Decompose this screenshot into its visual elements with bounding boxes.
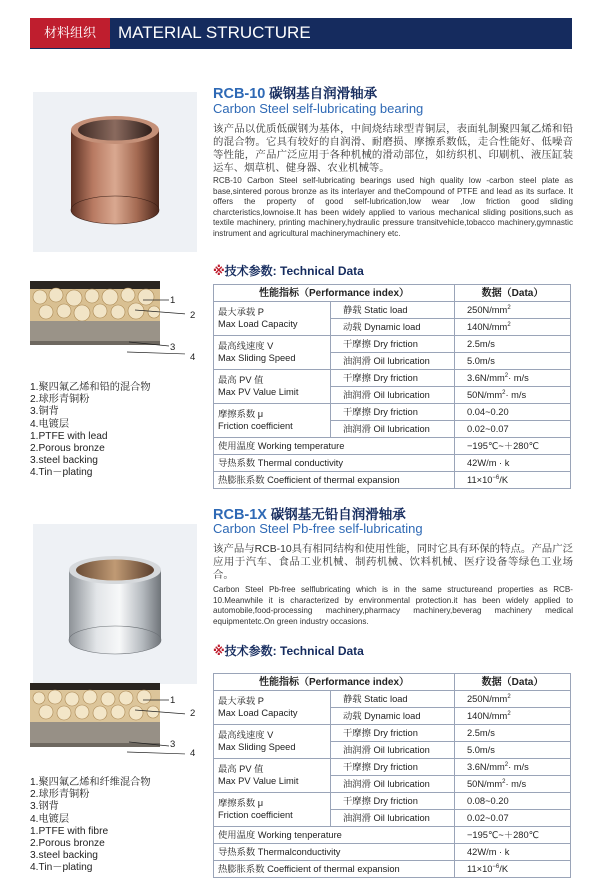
spec-param-en: Max Sliding Speed (218, 352, 296, 363)
legend-item: 1.聚四氟乙烯和纤维混合物 (30, 777, 151, 788)
callout-1: 1 (170, 695, 176, 706)
spec-header-value: 数据（Data） (455, 674, 571, 691)
spec-header-param: 性能指标（Performance index） (214, 674, 455, 691)
legend-item: 4.电镀层 (30, 813, 70, 825)
spec-value-exponent: −6 (492, 863, 500, 870)
spec-value-text: 0.02~0.07 (467, 423, 509, 434)
spec-value (455, 404, 571, 421)
description-en: RCB-10 Carbon Steel self-lubricating bearings used high quality low -carbon steel plate as base,sintered porous bronze as its interlayer and theCompound of PTFE and lead as its surface. It offers the property of good self-lubrication,low wear ,low friction good sliding charcteristics,lownoise.It has been widely applied to various mechanical sliding positions,such as textile machinery, printing machinery,hydraulic pressure transitvehicle,tobacco machinery,gymnastic instrument and agricultural machinerymachinery etc. (213, 176, 573, 238)
spec-param (214, 759, 331, 793)
legend-item: 4.电镀层 (30, 418, 70, 430)
spec-param-cn: 最高线速度 V (218, 730, 274, 740)
spec-value-text: 5.0m/s (467, 744, 495, 755)
spec-param-en: Max PV Value Limit (218, 775, 299, 786)
spec-value (455, 810, 571, 827)
spec-value-text: 2.5m/s (467, 338, 495, 349)
spec-table (213, 284, 571, 489)
spec-value (455, 827, 571, 844)
spec-property: 使用温度 Working temperature (214, 438, 455, 455)
spec-value (455, 708, 571, 725)
spec-row (214, 404, 571, 421)
callout-3: 3 (170, 739, 176, 750)
section-header (30, 18, 572, 48)
callout-lines-rcb10 (125, 292, 185, 356)
spec-param-en: Friction coefficient (218, 809, 293, 820)
spec-value (455, 861, 571, 878)
spec-condition: 干摩擦 Dry friction (331, 336, 455, 353)
spec-value-text: 140N/mm (467, 710, 508, 721)
spec-row (214, 793, 571, 810)
spec-value (455, 421, 571, 438)
spec-value-unit: · m/s (505, 778, 527, 789)
spec-param-cn: 摩擦系数 μ (218, 409, 264, 419)
spec-value-text: 5.0m/s (467, 355, 495, 366)
header-en-label: MATERIAL STRUCTURE (110, 18, 572, 48)
legend-item: 1.PTFE with lead (30, 430, 108, 442)
spec-value-exponent: 2 (502, 778, 506, 785)
spec-param (214, 370, 331, 404)
legend-item: 3.铜背 (30, 406, 59, 418)
product-code: RCB-1X (213, 507, 267, 523)
spec-param (214, 793, 331, 827)
header-divider (30, 48, 572, 49)
star-icon: ※ (213, 264, 225, 278)
spec-param-en: Max Load Capacity (218, 318, 298, 329)
spec-value (455, 844, 571, 861)
spec-value-text: 3.6N/mm (467, 372, 505, 383)
spec-value (455, 691, 571, 708)
spec-row (214, 844, 571, 861)
spec-value (455, 472, 571, 489)
product-title-cn: 碳钢基无铅自润滑轴承 (270, 507, 406, 522)
spec-value-text: 250N/mm (467, 304, 508, 315)
spec-value-text: 140N/mm (467, 321, 508, 332)
callout-lines-rcb1x (125, 694, 185, 758)
spec-condition: 干摩擦 Dry friction (331, 370, 455, 387)
spec-value-exponent: 2 (507, 321, 511, 328)
spec-value (455, 353, 571, 370)
spec-value-exponent: 2 (504, 372, 509, 379)
spec-value-text: 0.04~0.20 (467, 406, 509, 417)
legend-item: 2.球形青铜粉 (30, 394, 90, 406)
spec-param-cn: 最大承载 P (218, 696, 264, 706)
spec-row (214, 725, 571, 742)
spec-condition: 油润滑 Oil lubrication (331, 742, 455, 759)
spec-row (214, 336, 571, 353)
spec-condition: 油润滑 Oil lubrication (331, 421, 455, 438)
spec-param (214, 336, 331, 370)
tech-data-en: Technical Data (280, 644, 364, 658)
spec-property: 热膨胀系数 Coefficient of thermal expansion (214, 861, 455, 878)
spec-header-row (214, 674, 571, 691)
spec-condition: 干摩擦 Dry friction (331, 404, 455, 421)
spec-value-unit: /K (499, 474, 509, 485)
spec-value (455, 455, 571, 472)
spec-condition: 油润滑 Oil lubrication (331, 387, 455, 404)
spec-value (455, 336, 571, 353)
spec-param-en: Friction coefficient (218, 420, 293, 431)
spec-value-text: 0.08~0.20 (467, 795, 509, 806)
legend-item: 2.Porous bronze (30, 838, 105, 850)
spec-value-text: 2.5m/s (467, 727, 495, 738)
spec-value-text: −195℃~＋280℃ (467, 440, 540, 451)
spec-value-text: 50N/mm (467, 389, 503, 400)
callout-1: 1 (170, 295, 176, 306)
spec-condition: 油润滑 Oil lubrication (331, 353, 455, 370)
spec-value (455, 776, 571, 793)
spec-param-en: Max PV Value Limit (218, 386, 299, 397)
spec-value-exponent: −6 (492, 474, 500, 481)
product-code: RCB-10 (213, 86, 266, 102)
legend-item: 4.Tin－plating (30, 862, 93, 874)
callout-4: 4 (190, 352, 196, 363)
spec-param (214, 404, 331, 438)
spec-value-exponent: 2 (502, 389, 506, 396)
legend-rcb1x (30, 777, 205, 875)
legend-item: 3.steel backing (30, 455, 98, 467)
spec-header-row (214, 285, 571, 302)
description-en: Carbon Steel Pb-free selflubricating which is in the same structureand properties as RCB-10.Meanwhile it is characterized by environmental protection.it has been widely applied to automobile,food-processing machinery,pharmacy machinery,beverag machinery medical equipmentetc.On green industry occasions. (213, 585, 573, 626)
spec-row (214, 472, 571, 489)
spec-table (213, 673, 571, 878)
spec-param-cn: 最高 PV 值 (218, 764, 264, 774)
spec-row (214, 827, 571, 844)
spec-row (214, 691, 571, 708)
spec-value-text: 11×10 (467, 474, 493, 485)
legend-item: 1.PTFE with fibre (30, 825, 109, 837)
description-cn: 该产品与RCB-10具有相同结构和使用性能，同时它具有环保的特点。产品广泛应用于汽车、食品工业机械、制药机械、饮料机械、医疗设备等绿色工业场合。 (213, 544, 573, 581)
spec-condition: 动载 Dynamic load (331, 708, 455, 725)
tech-data-title (213, 262, 364, 279)
spec-value (455, 319, 571, 336)
bearing-rcb1x-image (33, 524, 197, 684)
spec-param-en: Max Sliding Speed (218, 741, 296, 752)
tech-data-en: Technical Data (280, 264, 364, 278)
spec-value-text: 0.02~0.07 (467, 812, 509, 823)
product-title-en: Carbon Steel self-lubricating bearing (213, 101, 424, 116)
spec-value-unit: · m/s (505, 389, 527, 400)
legend-item: 4.Tin－plating (30, 467, 93, 479)
spec-value-exponent: 2 (507, 693, 511, 700)
star-icon: ※ (213, 644, 225, 658)
spec-condition: 静载 Static load (331, 302, 455, 319)
spec-row (214, 759, 571, 776)
spec-row (214, 455, 571, 472)
spec-value (455, 793, 571, 810)
spec-value-exponent: 2 (507, 304, 511, 311)
section-title-rcb10 (213, 82, 377, 102)
spec-value-exponent: 2 (507, 710, 511, 717)
spec-condition: 油润滑 Oil lubrication (331, 810, 455, 827)
spec-value-unit: · m/s (508, 372, 529, 383)
callout-2: 2 (190, 310, 196, 321)
spec-property: 使用温度 Working tenperature (214, 827, 455, 844)
spec-row (214, 302, 571, 319)
spec-property: 热膨胀系数 Coefficient of thermal expansion (214, 472, 455, 489)
bearing-rcb10-image (33, 92, 197, 252)
legend-item: 2.Porous bronze (30, 443, 105, 455)
spec-value-exponent: 2 (504, 761, 509, 768)
spec-value-unit: /K (499, 863, 509, 874)
spec-value-text: 3.6N/mm (467, 761, 505, 772)
legend-rcb10 (30, 382, 205, 480)
spec-row (214, 861, 571, 878)
spec-value (455, 302, 571, 319)
spec-param-cn: 摩擦系数 μ (218, 798, 264, 808)
spec-value (455, 759, 571, 776)
tech-data-cn: 技术参数: (224, 644, 277, 658)
spec-value-text: 42W/m · k (467, 457, 510, 468)
spec-param (214, 302, 331, 336)
spec-value (455, 725, 571, 742)
header-cn-label: 材料组织 (30, 18, 110, 48)
spec-value-unit: · m/s (508, 761, 529, 772)
legend-item: 1.聚四氟乙烯和铅的混合物 (30, 382, 151, 393)
spec-condition: 干摩擦 Dry friction (331, 725, 455, 742)
tech-data-title (213, 642, 364, 659)
product-title-en: Carbon Steel Pb-free self-lubricating (213, 521, 423, 536)
callout-2: 2 (190, 708, 196, 719)
spec-property: 导热系数 Thermal conductivity (214, 455, 455, 472)
spec-param-cn: 最大承载 P (218, 307, 264, 317)
spec-value-text: 11×10 (467, 863, 493, 874)
spec-condition: 干摩擦 Dry friction (331, 759, 455, 776)
spec-value-text: 250N/mm (467, 693, 508, 704)
spec-condition: 油润滑 Oil lubrication (331, 776, 455, 793)
legend-item: 2.球形青铜粉 (30, 789, 90, 801)
spec-row (214, 370, 571, 387)
spec-value-text: 50N/mm (467, 778, 503, 789)
spec-condition: 干摩擦 Dry friction (331, 793, 455, 810)
spec-value (455, 742, 571, 759)
legend-item: 3.钢背 (30, 801, 59, 813)
callout-3: 3 (170, 342, 176, 353)
spec-param-en: Max Load Capacity (218, 707, 298, 718)
spec-header-param: 性能指标（Performance index） (214, 285, 455, 302)
spec-condition: 静载 Static load (331, 691, 455, 708)
callout-4: 4 (190, 748, 196, 759)
spec-row (214, 438, 571, 455)
spec-param-cn: 最高线速度 V (218, 341, 274, 351)
tech-data-cn: 技术参数: (224, 264, 277, 278)
spec-value (455, 370, 571, 387)
spec-value (455, 387, 571, 404)
legend-item: 3.steel backing (30, 850, 98, 862)
spec-condition: 动载 Dynamic load (331, 319, 455, 336)
description-cn: 该产品以优质低碳钢为基体，中间烧结球型青铜层，表面轧制聚四氟乙烯和铅的混合物。它具有较好的自润滑、耐磨损、摩擦系数低，走合性能好、低噪音等性能，产品广泛应用于各种机械的滑动部位，如纺织机、印刷机、液压缸装运车、烟草机、健身器、农业机械等。 (213, 124, 573, 174)
spec-header-value: 数据（Data） (455, 285, 571, 302)
spec-param-cn: 最高 PV 值 (218, 375, 264, 385)
product-title-cn: 碳钢基自润滑轴承 (269, 86, 378, 101)
spec-property: 导热系数 Thermalconductivity (214, 844, 455, 861)
spec-value (455, 438, 571, 455)
spec-value-text: 42W/m · k (467, 846, 510, 857)
section-title-rcb1x (213, 503, 406, 523)
spec-value-text: −195℃~＋280℃ (467, 829, 540, 840)
spec-param (214, 725, 331, 759)
spec-param (214, 691, 331, 725)
